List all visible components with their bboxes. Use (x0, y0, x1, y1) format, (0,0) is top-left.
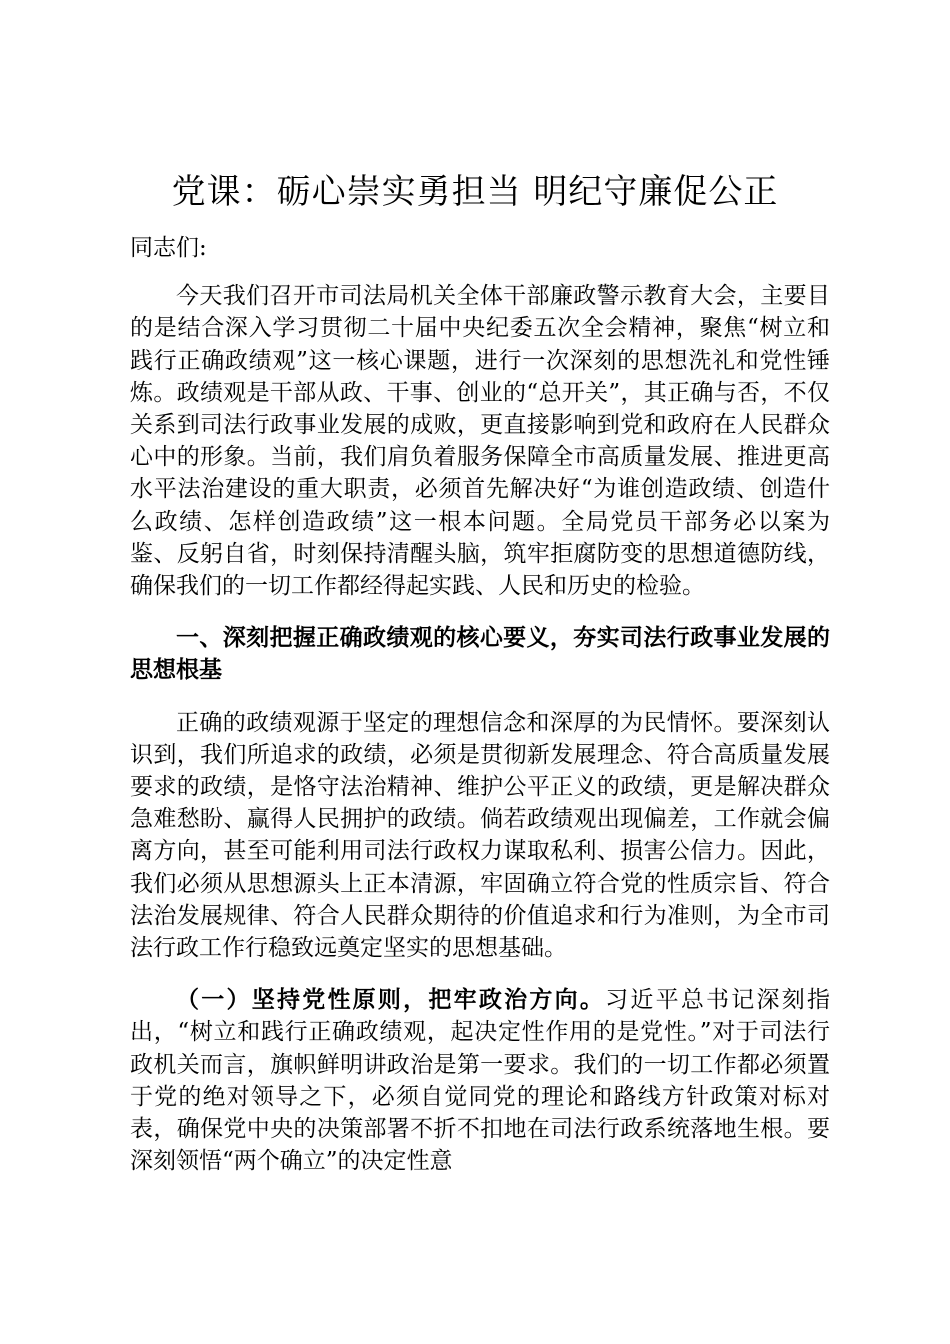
intro-paragraph: 今天我们召开市司法局机关全体干部廉政警示教育大会，主要目的是结合深入学习贯彻二十届中央纪委五次全会精神，聚焦“树立和践行正确政绩观”这一核心课题，进行一次深刻的思想洗礼和党性锤炼。政绩观是干部从政、干事、创业的“总开关”，其正确与否，不仅关系到司法行政事业发展的成败，更直接影响到党和政府在人民群众心中的形象。当前，我们肩负着服务保障全市高质量发展、推进更高水平法治建设的重大职责，必须首先解决好“为谁创造政绩、创造什么政绩、怎样创造政绩”这一根本问题。全局党员干部务必以案为鉴、反躬自省，时刻保持清醒头脑，筑牢拒腐防变的思想道德防线，确保我们的一切工作都经得起实践、人民和历史的检验。 (130, 283, 830, 600)
subsection-1-title: （一）坚持党性原则，把牢政治方向。 (176, 987, 606, 1014)
document-title: 党课：砺心崇实勇担当 明纪守廉促公正 (171, 172, 779, 212)
section-heading-1: 一、深刻把握正确政绩观的核心要义，夯实司法行政事业发展的思想根基 (130, 625, 830, 684)
subsection-1-paragraph (130, 984, 830, 1177)
document-body (130, 232, 830, 1197)
section-1-paragraph: 正确的政绩观源于坚定的理想信念和深厚的为民情怀。要深刻认识到，我们所追求的政绩，必须是贯彻新发展理念、符合高质量发展要求的政绩，是恪守法治精神、维护公平正义的政绩，更是解决群众急难愁盼、赢得人民拥护的政绩。倘若政绩观出现偏差，工作就会偏离方向，甚至可能利用司法行政权力谋取私利、损害公信力。因此，我们必须从思想源头上正本清源，牢固确立符合党的性质宗旨、符合法治发展规律、符合人民群众期待的价值追求和行为准则，为全市司法行政工作行稳致远奠定坚实的思想基础。 (130, 709, 830, 962)
greeting: 同志们: (130, 235, 207, 261)
subsection-1-text: 习近平总书记深刻指出，“树立和践行正确政绩观，起决定性作用的是党性。”对于司法行政机关而言，旗帜鲜明讲政治是第一要求。我们的一切工作都必须置于党的绝对领导之下，必须自觉同党的理论和路线方针政策对标对表，确保党中央的决策部署不折不扣地在司法行政系统落地生根。要深刻领悟“两个确立”的决定性意 (130, 987, 831, 1175)
